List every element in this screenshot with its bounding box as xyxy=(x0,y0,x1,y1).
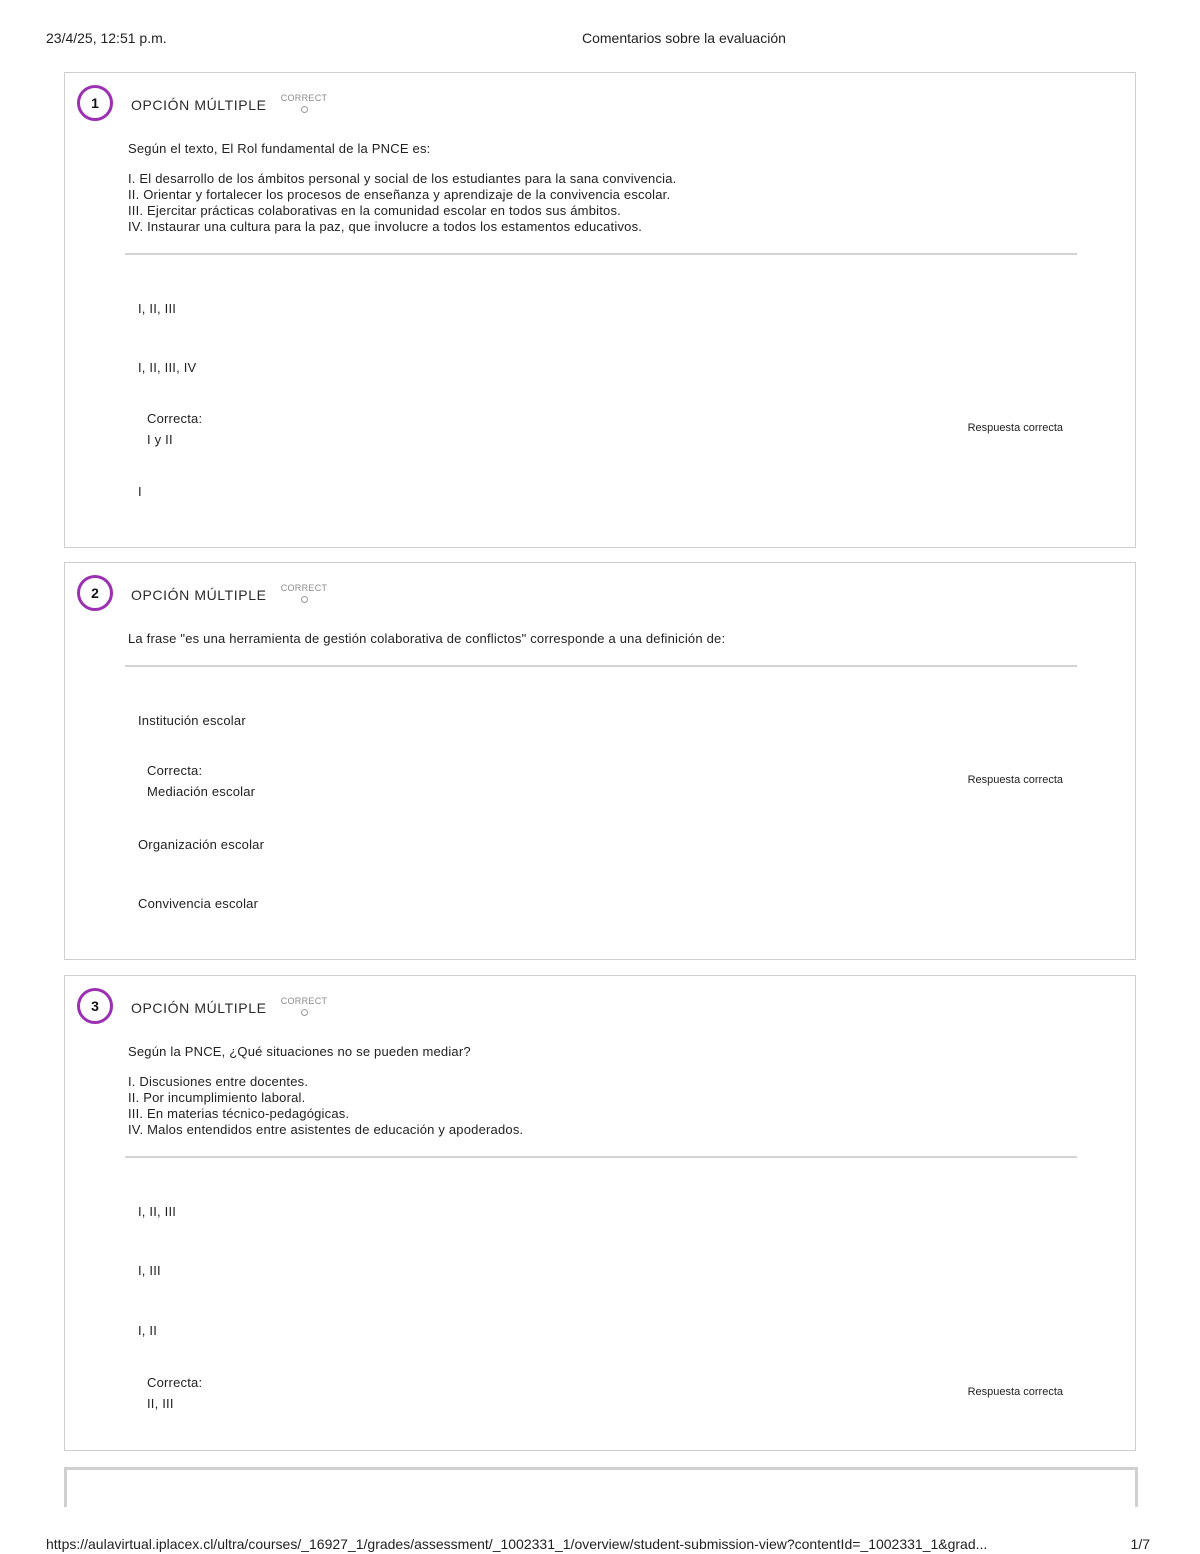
print-header xyxy=(46,30,1154,50)
answer-option: I, III xyxy=(138,1263,161,1278)
correct-label: Correcta: xyxy=(147,411,203,426)
answer-option: I, II xyxy=(138,1323,158,1338)
status-circle-icon xyxy=(301,596,308,603)
question-prompt: Según la PNCE, ¿Qué situaciones no se pueden mediar? xyxy=(128,1044,471,1059)
answer-option: Institución escolar xyxy=(138,713,246,728)
status-circle-icon xyxy=(301,106,308,113)
answer-option-correct xyxy=(147,408,202,450)
print-datetime: 23/4/25, 12:51 p.m. xyxy=(46,30,167,46)
statement-2: II. Por incumplimiento laboral. xyxy=(128,1090,306,1105)
status-label: CORRECT xyxy=(280,583,328,593)
question-prompt: Según el texto, El Rol fundamental de la PNCE es: xyxy=(128,141,431,156)
print-footer xyxy=(46,1536,1154,1554)
correct-answer-text: I y II xyxy=(147,432,173,447)
answer-option: I, II, III xyxy=(138,1204,177,1219)
answer-option: Organización escolar xyxy=(138,837,265,852)
status-badge xyxy=(279,93,329,113)
correct-answer-note: Respuesta correcta xyxy=(967,774,1063,786)
question-number-badge: 3 xyxy=(77,988,113,1024)
answer-option: I, II, III, IV xyxy=(138,360,197,375)
statement-4: IV. Instaurar una cultura para la paz, que involucre a todos los estamentos educativos. xyxy=(128,219,643,234)
page-number: 1/7 xyxy=(1130,1536,1150,1552)
statement-3: III. En materias técnico-pedagógicas. xyxy=(128,1106,350,1121)
correct-answer-note: Respuesta correcta xyxy=(967,422,1063,434)
correct-label: Correcta: xyxy=(147,763,203,778)
question-type-label: OPCIÓN MÚLTIPLE xyxy=(131,1000,267,1016)
status-badge xyxy=(279,583,329,603)
status-badge xyxy=(279,996,329,1016)
correct-answer-note: Respuesta correcta xyxy=(967,1386,1063,1398)
statement-1: I. Discusiones entre docentes. xyxy=(128,1074,309,1089)
page-url: https://aulavirtual.iplacex.cl/ultra/courses/_16927_1/grades/assessment/_1002331_1/overview/student-submission-view?contentId=_1002331_1&grad... xyxy=(46,1536,988,1552)
question-prompt: La frase "es una herramienta de gestión colaborativa de conflictos" corresponde a una definición de: xyxy=(128,631,726,646)
status-circle-icon xyxy=(301,1009,308,1016)
statement-1: I. El desarrollo de los ámbitos personal y social de los estudiantes para la sana convivencia. xyxy=(128,171,677,186)
question-type-label: OPCIÓN MÚLTIPLE xyxy=(131,97,267,113)
question-number-badge: 1 xyxy=(77,85,113,121)
correct-label: Correcta: xyxy=(147,1375,203,1390)
statement-3: III. Ejercitar prácticas colaborativas en la comunidad escolar en todos sus ámbitos. xyxy=(128,203,621,218)
divider xyxy=(125,665,1077,667)
answer-option-correct xyxy=(147,760,255,802)
print-page-title: Comentarios sobre la evaluación xyxy=(582,30,786,46)
question-card-3 xyxy=(64,975,1136,1451)
correct-answer-text: Mediación escolar xyxy=(147,784,256,799)
question-card-4-partial xyxy=(64,1467,1138,1507)
question-type-label: OPCIÓN MÚLTIPLE xyxy=(131,587,267,603)
status-label: CORRECT xyxy=(280,93,328,103)
answer-option: I xyxy=(138,484,142,499)
statement-4: IV. Malos entendidos entre asistentes de educación y apoderados. xyxy=(128,1122,524,1137)
divider xyxy=(125,1156,1077,1158)
status-label: CORRECT xyxy=(280,996,328,1006)
answer-option-correct xyxy=(147,1372,202,1414)
divider xyxy=(125,253,1077,255)
question-card-2 xyxy=(64,562,1136,960)
correct-answer-text: II, III xyxy=(147,1396,174,1411)
question-card-1 xyxy=(64,72,1136,548)
answer-option: Convivencia escolar xyxy=(138,896,259,911)
question-number-badge: 2 xyxy=(77,575,113,611)
answer-option: I, II, III xyxy=(138,301,177,316)
statement-2: II. Orientar y fortalecer los procesos de enseñanza y aprendizaje de la convivencia escolar. xyxy=(128,187,671,202)
